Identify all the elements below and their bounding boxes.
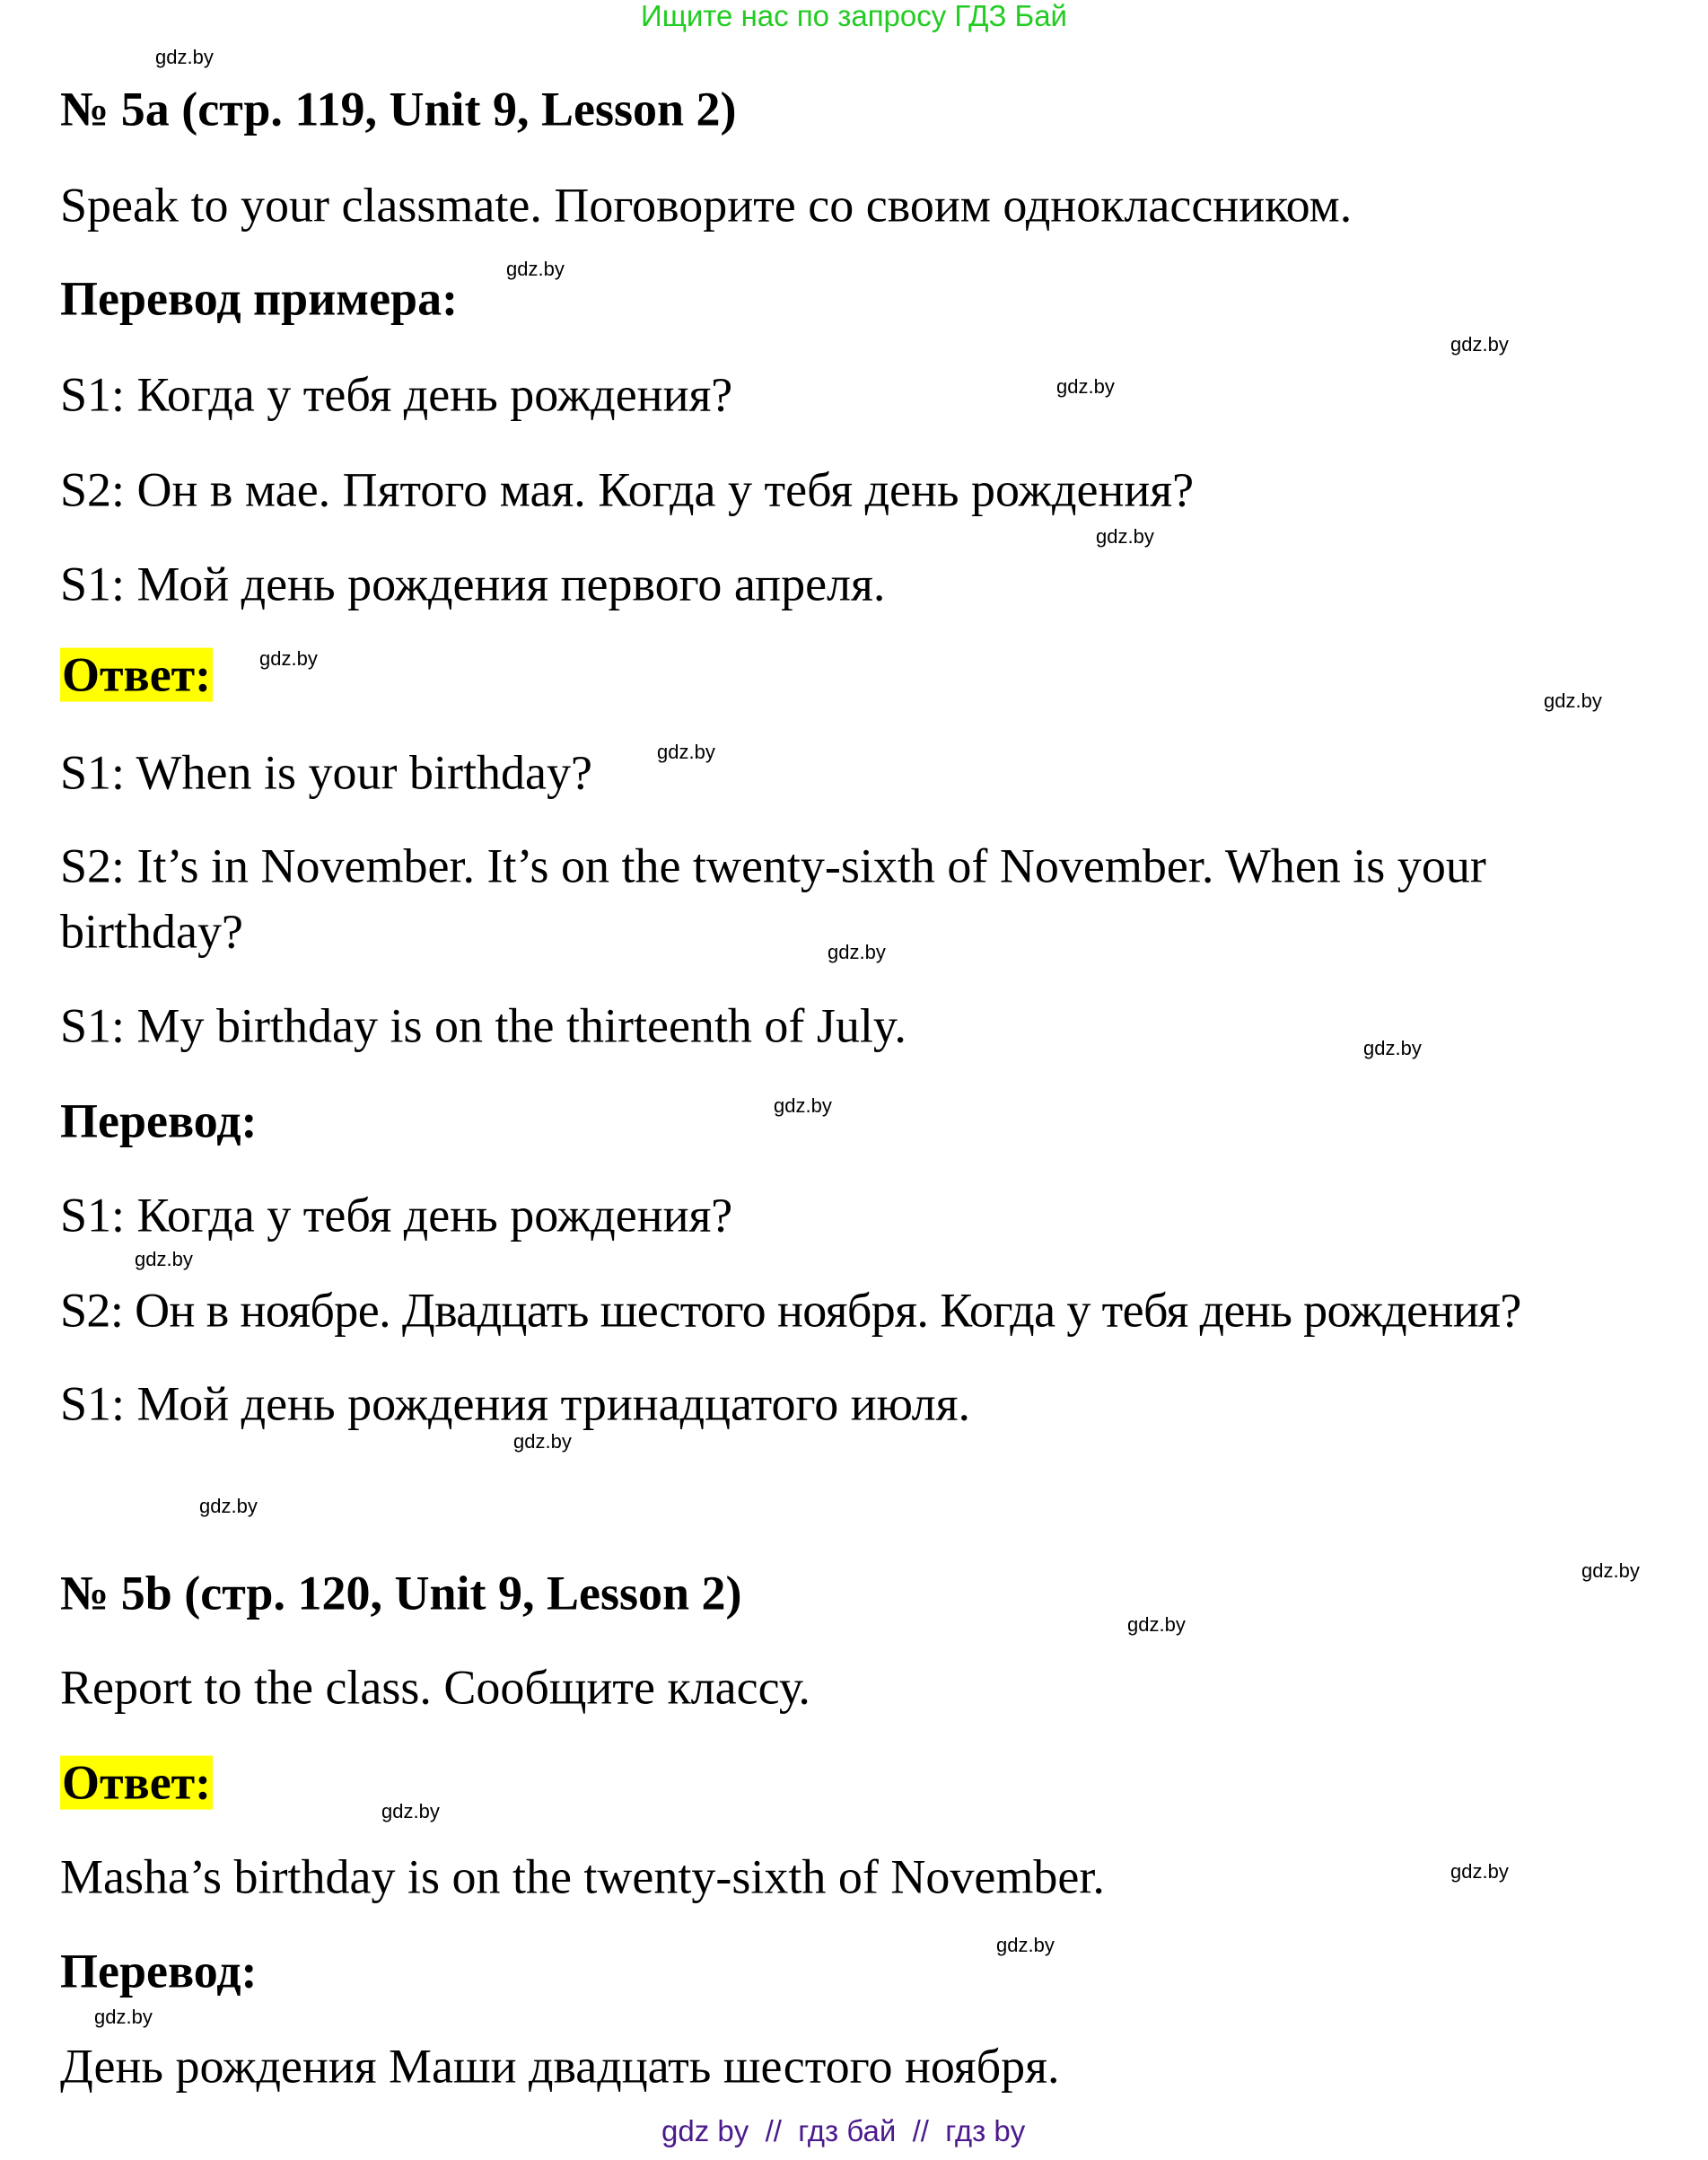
watermark: gdz.by xyxy=(381,1800,440,1822)
task-5b-instruction: Report to the class. Сообщите классу. xyxy=(60,1660,810,1715)
example-line: S1: Когда у тебя день рождения? xyxy=(60,367,733,422)
watermark: gdz.by xyxy=(1096,525,1154,548)
answer-line: S1: My birthday is on the thirteenth of July. xyxy=(60,998,907,1053)
watermark: gdz.by xyxy=(135,1248,193,1270)
translation-heading: Перевод: xyxy=(60,1944,258,1998)
task-5a-instruction: Speak to your classmate. Поговорите со своим одноклассником. xyxy=(60,178,1353,233)
watermark: gdz.by xyxy=(657,741,715,763)
example-line: S1: Мой день рождения первого апреля. xyxy=(60,557,886,611)
search-banner: Ищите нас по запросу ГДЗ Бай xyxy=(641,0,1067,32)
example-line: S2: Он в мае. Пятого мая. Когда у тебя день рождения? xyxy=(60,462,1195,517)
watermark: gdz.by xyxy=(1056,375,1115,398)
answer-label: Ответ: xyxy=(62,1755,212,1810)
answer-line: S2: It’s in November. It’s on the twenty-sixth of November. When is your xyxy=(60,839,1486,893)
watermark: gdz.by xyxy=(774,1094,832,1117)
answer-line: S1: When is your birthday? xyxy=(60,745,592,800)
answer-line: birthday? xyxy=(60,904,243,959)
watermark: gdz.by xyxy=(259,647,318,670)
watermark: gdz.by xyxy=(155,46,214,68)
watermark: gdz.by xyxy=(1450,1860,1509,1883)
task-5a-title: № 5a (стр. 119, Unit 9, Lesson 2) xyxy=(60,82,737,136)
watermark: gdz.by xyxy=(1363,1037,1422,1059)
footer-links: gdz by // гдз бай // гдз by xyxy=(661,2114,1026,2147)
watermark: gdz.by xyxy=(1544,689,1602,712)
answer-line: Masha’s birthday is on the twenty-sixth of November. xyxy=(60,1849,1105,1904)
example-heading: Перевод примера: xyxy=(60,271,459,326)
watermark: gdz.by xyxy=(506,258,565,280)
watermark: gdz.by xyxy=(199,1495,258,1517)
watermark: gdz.by xyxy=(828,941,886,963)
watermark: gdz.by xyxy=(1581,1559,1640,1582)
watermark: gdz.by xyxy=(94,2006,153,2028)
watermark: gdz.by xyxy=(513,1430,572,1453)
translation-line: S1: Когда у тебя день рождения? xyxy=(60,1188,733,1242)
translation-line: S1: Мой день рождения тринадцатого июля. xyxy=(60,1376,970,1431)
task-5b-title: № 5b (стр. 120, Unit 9, Lesson 2) xyxy=(60,1566,742,1620)
translation-line: День рождения Маши двадцать шестого ноября. xyxy=(60,2039,1060,2094)
watermark: gdz.by xyxy=(996,1934,1055,1956)
watermark: gdz.by xyxy=(1127,1613,1186,1636)
translation-heading: Перевод: xyxy=(60,1093,258,1148)
watermark: gdz.by xyxy=(1450,333,1509,356)
translation-line: S2: Он в ноябре. Двадцать шестого ноября. Когда у тебя день рождения? xyxy=(60,1283,1521,1338)
answer-label: Ответ: xyxy=(62,647,212,702)
